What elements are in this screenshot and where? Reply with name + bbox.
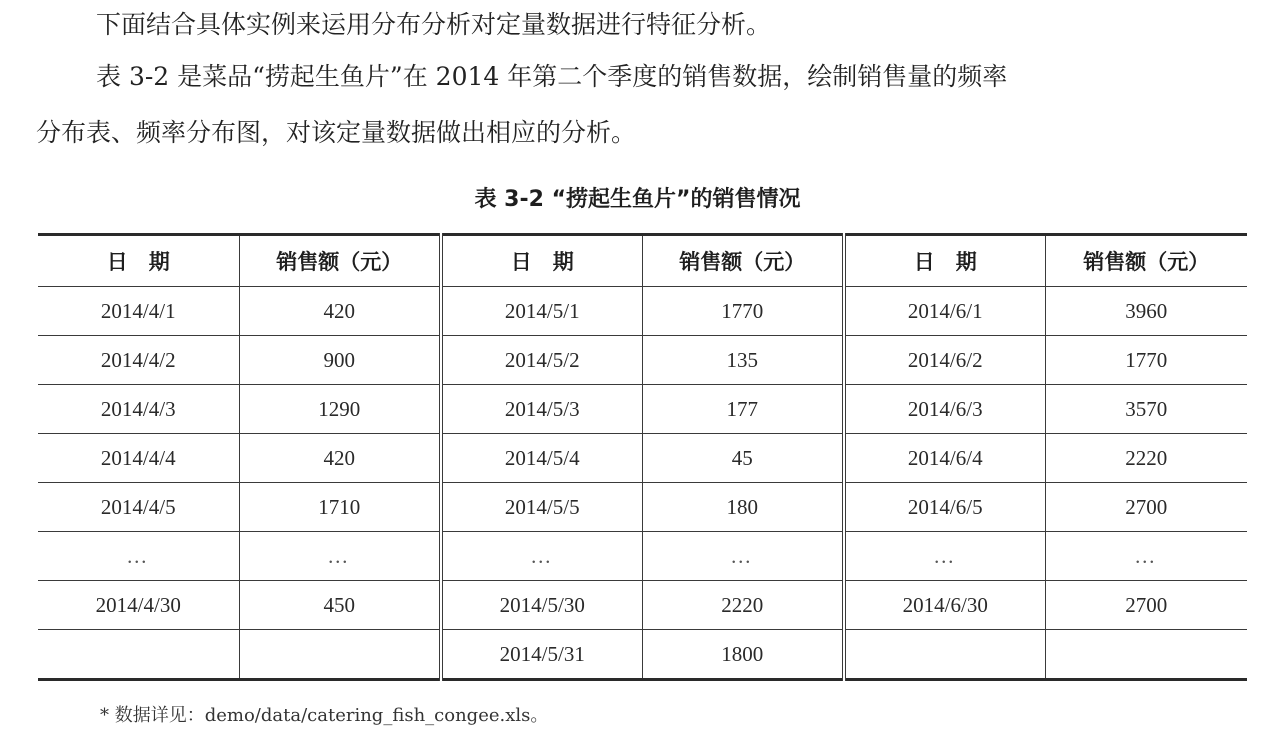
date-cell: 2014/6/1 — [844, 287, 1045, 336]
date-cell: 2014/5/31 — [441, 630, 642, 680]
date-cell: … — [38, 532, 239, 581]
date-cell: 2014/4/4 — [38, 434, 239, 483]
sales-cell: 1290 — [239, 385, 441, 434]
header-sales: 销售额（元） — [239, 235, 441, 287]
sales-cell: 1710 — [239, 483, 441, 532]
intro-paragraph-3: 分布表、频率分布图，对该定量数据做出相应的分析。 — [36, 118, 637, 147]
date-cell: 2014/5/4 — [441, 434, 642, 483]
table-row — [38, 434, 1247, 483]
table-caption: 表 3-2 “捞起生鱼片”的销售情况 — [474, 187, 801, 212]
sales-cell: 2700 — [1045, 483, 1247, 532]
table-row — [38, 385, 1247, 434]
sales-cell: … — [642, 532, 844, 581]
sales-cell: 45 — [642, 434, 844, 483]
date-cell: 2014/5/1 — [441, 287, 642, 336]
sales-cell — [239, 630, 441, 680]
sales-cell: 1770 — [1045, 336, 1247, 385]
sales-cell — [1045, 630, 1247, 680]
sales-cell: 180 — [642, 483, 844, 532]
sales-cell: 1770 — [642, 287, 844, 336]
sales-cell: 1800 — [642, 630, 844, 680]
footnote: * 数据详见：demo/data/catering_fish_congee.xls。 — [100, 705, 549, 726]
sales-cell: … — [1045, 532, 1247, 581]
date-cell: 2014/4/30 — [38, 581, 239, 630]
intro-paragraph-1: 下面结合具体实例来运用分布分析对定量数据进行特征分析。 — [96, 10, 772, 39]
table-body — [38, 287, 1247, 680]
table-header-row — [38, 235, 1247, 287]
date-cell: … — [844, 532, 1045, 581]
table-row — [38, 336, 1247, 385]
sales-cell: 3960 — [1045, 287, 1247, 336]
date-cell: 2014/5/2 — [441, 336, 642, 385]
date-cell: 2014/4/5 — [38, 483, 239, 532]
date-cell: 2014/5/3 — [441, 385, 642, 434]
sales-cell: 900 — [239, 336, 441, 385]
header-date: 日 期 — [441, 235, 642, 287]
table-row — [38, 287, 1247, 336]
table-row — [38, 483, 1247, 532]
sales-cell: 135 — [642, 336, 844, 385]
sales-cell: 420 — [239, 434, 441, 483]
date-cell — [844, 630, 1045, 680]
header-sales: 销售额（元） — [1045, 235, 1247, 287]
table-row — [38, 630, 1247, 680]
sales-cell: 2700 — [1045, 581, 1247, 630]
date-cell: … — [441, 532, 642, 581]
sales-cell: 420 — [239, 287, 441, 336]
sales-cell: 2220 — [1045, 434, 1247, 483]
header-date: 日 期 — [844, 235, 1045, 287]
date-cell: 2014/6/30 — [844, 581, 1045, 630]
date-cell: 2014/4/2 — [38, 336, 239, 385]
sales-cell: 177 — [642, 385, 844, 434]
intro-paragraph-2: 表 3-2 是菜品“捞起生鱼片”在 2014 年第二个季度的销售数据，绘制销售量的频率 — [96, 62, 1008, 91]
table-row — [38, 581, 1247, 630]
sales-cell: 2220 — [642, 581, 844, 630]
date-cell: 2014/6/3 — [844, 385, 1045, 434]
date-cell: 2014/4/3 — [38, 385, 239, 434]
header-sales: 销售额（元） — [642, 235, 844, 287]
date-cell: 2014/6/2 — [844, 336, 1045, 385]
date-cell: 2014/6/4 — [844, 434, 1045, 483]
header-date: 日 期 — [38, 235, 239, 287]
table-row — [38, 532, 1247, 581]
sales-cell: 450 — [239, 581, 441, 630]
date-cell: 2014/5/30 — [441, 581, 642, 630]
date-cell: 2014/6/5 — [844, 483, 1045, 532]
date-cell: 2014/4/1 — [38, 287, 239, 336]
sales-table — [38, 233, 1247, 681]
date-cell: 2014/5/5 — [441, 483, 642, 532]
date-cell — [38, 630, 239, 680]
sales-cell: … — [239, 532, 441, 581]
sales-cell: 3570 — [1045, 385, 1247, 434]
